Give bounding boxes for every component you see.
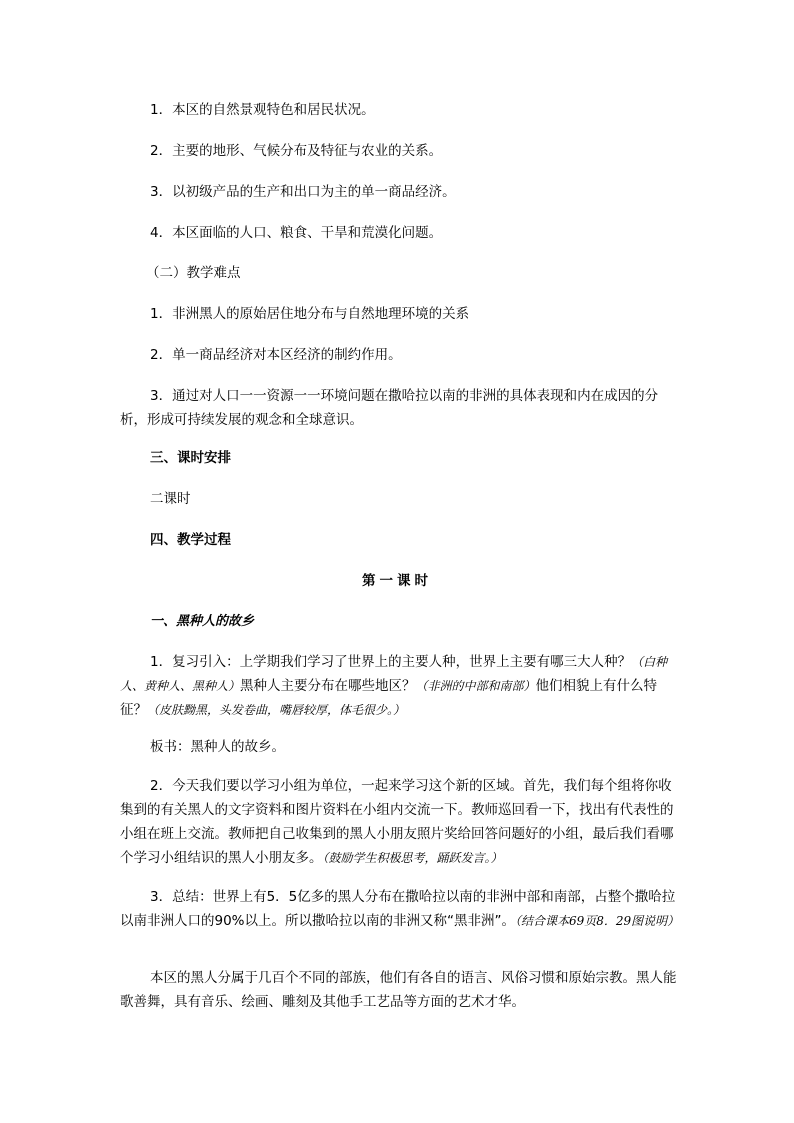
paragraph-tribes: 本区的黑人分属于几百个不同的部族，他们有各自的语言、风俗习惯和原始宗教。黑人能歌善舞，具有音乐、绘画、雕刻及其他手工艺品等方面的艺术才华。 (120, 970, 677, 1010)
difficulty-item-1: 1．非洲黑人的原始居住地分布与自然地理环境的关系 (150, 306, 470, 322)
section-heading-homeland: 一、黑种人的故乡 (150, 614, 255, 629)
sub-heading-difficulties: （二）教学难点 (146, 265, 241, 281)
paragraph-summary (120, 885, 680, 933)
difficulty-item-3: 3．通过对人口一一资源一一环境问题在撒哈拉以南的非洲的具体表现和内在成因的分析，形成可持续发展的观念和全球意识。 (120, 388, 659, 428)
focus-item-4: 4．本区面临的人口、粮食、干旱和荒漠化问题。 (150, 225, 443, 241)
board-note: 板书：黑种人的故乡。 (150, 739, 285, 755)
focus-item-3: 3．以初级产品的生产和出口为主的单一商品经济。 (150, 184, 456, 200)
review-answer-3: （皮肤黝黑，头发卷曲，嘴唇较厚，体毛很少。） (147, 703, 406, 717)
review-question-1: 1．复习引入：上学期我们学习了世界上的主要人种，世界上主要有哪三大人种？ (150, 654, 632, 670)
summary-note: （结合课本69页8．29图说明） (515, 914, 680, 928)
section-heading-schedule: 三、课时安排 (150, 450, 231, 466)
paragraph-review (120, 650, 680, 722)
review-question-3: 他们相貌上有什么特征？ (120, 678, 658, 718)
focus-item-1: 1．本区的自然景观特色和居民状况。 (150, 102, 375, 118)
review-answer-1: （白种人、黄种人、黑种人） (120, 655, 668, 693)
section-heading-process: 四、教学过程 (150, 532, 231, 548)
lesson-title: 第一课时 (362, 573, 432, 589)
difficulty-item-2: 2．单一商品经济对本区经济的制约作用。 (150, 347, 402, 363)
group-activity-text: 2．今天我们要以学习小组为单位，一起来学习这个新的区域。首先，我们每个组将你收集到的有关黑人的文字资料和图片资料在小组内交流一下。教师巡回看一下，找出有代表性的小组在班上交流。教师把自己收集到的黑人小朋友照片奖给回答问题好的小组，最后我们看哪个学习小组结识的黑人小朋友多。 (120, 778, 674, 866)
review-question-2: 黑种人主要分布在哪些地区？ (240, 678, 416, 694)
group-activity-note: （鼓励学生积极思考，踊跃发言。） (322, 851, 503, 865)
review-answer-2: （非洲的中部和南部） (415, 679, 536, 693)
focus-item-2: 2．主要的地形、气候分布及特征与农业的关系。 (150, 143, 443, 159)
schedule-text: 二课时 (150, 491, 191, 507)
summary-text: 3．总结：世界上有5．5亿多的黑人分布在撒哈拉以南的非洲中部和南部，占整个撒哈拉以南非洲人口的90%以上。所以撒哈拉以南的非洲又称“黑非洲”。 (120, 889, 676, 929)
paragraph-group-activity (120, 774, 680, 870)
